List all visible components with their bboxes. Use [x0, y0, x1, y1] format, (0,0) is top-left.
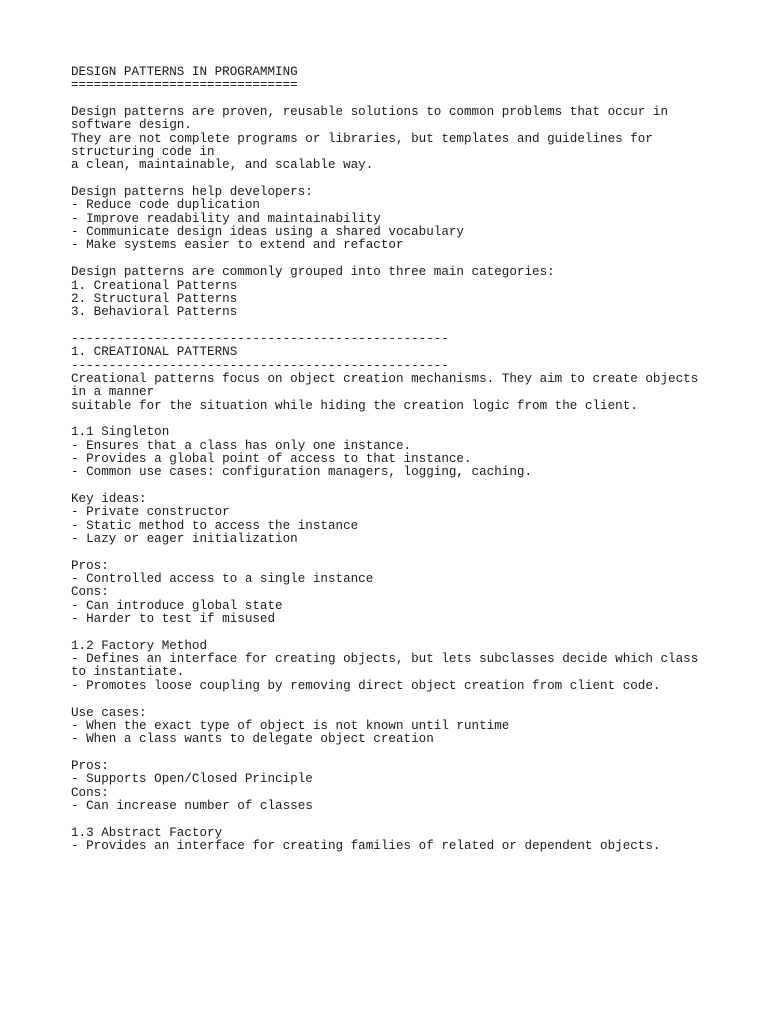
text-line: - Supports Open/Closed Principle — [71, 772, 313, 787]
text-line: suitable for the situation while hiding the creation logic from the client. — [71, 398, 638, 413]
text-line: - Improve readability and maintainability — [71, 211, 381, 226]
text-line: software design. — [71, 118, 192, 133]
text-line: to instantiate. — [71, 665, 185, 680]
text-line: - Promotes loose coupling by removing direct object creation from client code. — [71, 678, 661, 693]
text-line: 1. Creational Patterns — [71, 278, 238, 293]
text-line: - Static method to access the instance — [71, 518, 359, 533]
text-line: - Common use cases: configuration managers, logging, caching. — [71, 465, 533, 480]
blank-line — [71, 626, 751, 639]
text-line: - When the exact type of object is not known until runtime — [71, 718, 510, 733]
text-line: 2. Structural Patterns — [71, 291, 238, 306]
text-line: - Lazy or eager initialization — [71, 532, 298, 547]
text-line: - Can introduce global state — [71, 598, 283, 613]
text-line: ============================== — [71, 78, 298, 93]
text-line: 1.1 Singleton — [71, 425, 170, 440]
blank-line — [71, 546, 751, 559]
blank-line — [71, 480, 751, 493]
text-line: - Provides an interface for creating families of related or dependent objects. — [71, 838, 661, 853]
text-line: - Provides a global point of access to that instance. — [71, 451, 472, 466]
text-line: 1. CREATIONAL PATTERNS — [71, 345, 238, 360]
text-line: - Private constructor — [71, 505, 230, 520]
text-line: They are not complete programs or libraries, but templates and guidelines for — [71, 131, 653, 146]
text-line: Cons: — [71, 585, 109, 600]
text-line: Pros: — [71, 558, 109, 573]
text-line: - When a class wants to delegate object creation — [71, 732, 434, 747]
blank-line — [71, 173, 751, 186]
text-line: 3. Behavioral Patterns — [71, 305, 238, 320]
blank-line — [71, 320, 751, 333]
text-line: - Ensures that a class has only one instance. — [71, 438, 412, 453]
text-line: a clean, maintainable, and scalable way. — [71, 158, 374, 173]
text-line: Design patterns are proven, reusable solutions to common problems that occur in — [71, 105, 669, 120]
text-line: in a manner — [71, 385, 155, 400]
blank-line — [71, 813, 751, 826]
text-line: - Controlled access to a single instance — [71, 572, 374, 587]
text-line: Use cases: — [71, 705, 147, 720]
blank-line — [71, 747, 751, 760]
text-line: - Harder to test if misused — [71, 612, 276, 627]
text-line: - Defines an interface for creating objects, but lets subclasses decide which class — [71, 652, 699, 667]
text-line: Design patterns help developers: — [71, 185, 313, 200]
text-line: - Make systems easier to extend and refactor — [71, 238, 404, 253]
text-line: Key ideas: — [71, 492, 147, 506]
text-line: - Communicate design ideas using a shared vocabulary — [71, 225, 464, 240]
text-line: - Reduce code duplication — [71, 198, 260, 213]
text-line: Pros: — [71, 758, 109, 773]
text-line: DESIGN PATTERNS IN PROGRAMMING — [71, 65, 298, 79]
text-line: 1.3 Abstract Factory — [71, 825, 223, 840]
text-line: structuring code in — [71, 145, 215, 160]
text-line: Design patterns are commonly grouped into three main categories: — [71, 265, 555, 280]
text-line: -------------------------------------------------- — [71, 358, 449, 373]
blank-line — [71, 253, 751, 266]
blank-line — [71, 413, 751, 426]
document-page — [71, 66, 751, 853]
blank-line — [71, 93, 751, 106]
text-line: - Can increase number of classes — [71, 798, 313, 813]
text-line: 1.2 Factory Method — [71, 638, 208, 653]
text-line: Creational patterns focus on object creation mechanisms. They aim to create objects — [71, 371, 699, 386]
blank-line — [71, 693, 751, 706]
text-line: Cons: — [71, 785, 109, 800]
text-line: -------------------------------------------------- — [71, 331, 449, 346]
